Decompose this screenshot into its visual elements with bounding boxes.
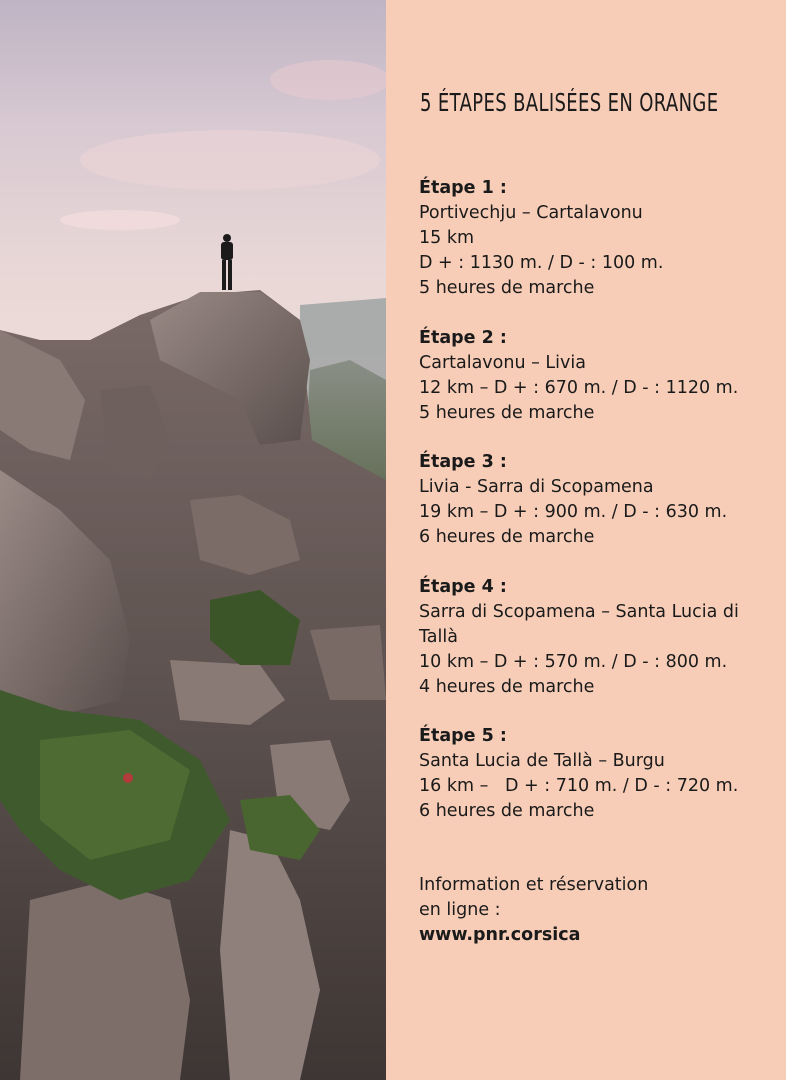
stage-route: Santa Lucia de Tallà – Burgu: [419, 751, 665, 771]
info-panel: [386, 0, 786, 1080]
stage-elevation: D + : 1130 m. / D - : 100 m.: [419, 253, 664, 273]
stage-duration: 6 heures de marche: [419, 527, 595, 547]
info-text-continued: en ligne :: [419, 900, 501, 920]
stage-route: Livia - Sarra di Scopamena: [419, 477, 654, 497]
stage-heading: Étape 3 :: [419, 452, 507, 472]
stage-duration: 5 heures de marche: [419, 402, 595, 423]
info-block: [419, 873, 764, 948]
stage-distance-elevation: 12 km – D + : 670 m. / D - : 1120 m.: [419, 377, 739, 398]
stage-2: [419, 326, 764, 426]
stage-route: Cartalavonu – Livia: [419, 352, 586, 373]
stage-distance-elevation: 16 km – D + : 710 m. / D - : 720 m.: [419, 776, 739, 796]
stage-heading: Étape 1 :: [419, 178, 507, 198]
page-title: 5 ÉTAPES BALISÉES EN ORANGE: [420, 88, 719, 117]
stage-route: Sarra di Scopamena – Santa Lucia di: [419, 601, 739, 622]
stage-heading: Étape 4 :: [419, 576, 507, 597]
stage-route-continued: Tallà: [419, 626, 458, 647]
stage-heading: Étape 5 :: [419, 726, 507, 746]
stage-distance-elevation: 10 km – D + : 570 m. / D - : 800 m.: [419, 651, 728, 672]
stage-duration: 5 heures de marche: [419, 278, 595, 298]
stage-heading: Étape 2 :: [419, 327, 507, 348]
stages-list: [419, 176, 764, 849]
stage-distance: 15 km: [419, 228, 475, 248]
stage-5: [419, 724, 764, 824]
stage-route: Portivechju – Cartalavonu: [419, 203, 643, 223]
stage-distance-elevation: 19 km – D + : 900 m. / D - : 630 m.: [419, 502, 728, 522]
stage-4: [419, 575, 764, 700]
website-link[interactable]: www.pnr.corsica: [419, 925, 581, 945]
info-text: Information et réservation: [419, 875, 649, 895]
stage-duration: 6 heures de marche: [419, 801, 595, 821]
hero-photo: [0, 0, 386, 1080]
stage-1: [419, 176, 764, 301]
stage-duration: 4 heures de marche: [419, 676, 595, 697]
stage-3: [419, 450, 764, 550]
